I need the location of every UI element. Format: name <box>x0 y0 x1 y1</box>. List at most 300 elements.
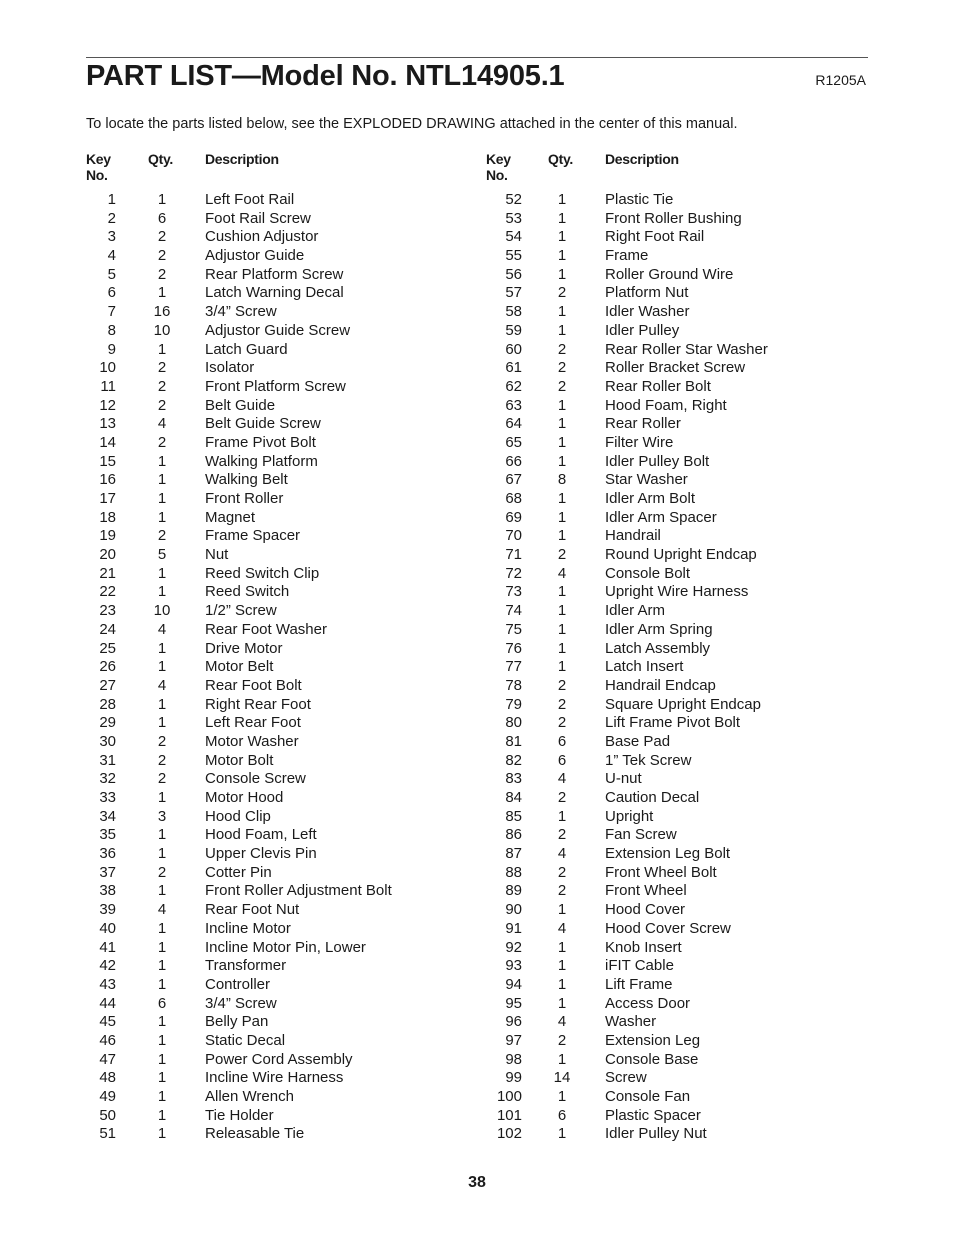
part-qty: 1 <box>157 845 167 863</box>
part-key-no: 41 <box>99 938 116 956</box>
part-key-no: 67 <box>505 471 522 489</box>
part-key-no: 51 <box>99 1125 116 1143</box>
part-description: Rear Roller Bolt <box>605 377 711 395</box>
part-description: Drive Motor <box>205 639 283 657</box>
part-description: Releasable Tie <box>205 1125 305 1143</box>
part-key-no: 47 <box>99 1050 116 1068</box>
part-description: Reed Switch Clip <box>205 564 320 582</box>
part-key-no: 36 <box>99 845 116 863</box>
part-description: Lift Frame <box>605 975 673 993</box>
part-key-no: 39 <box>99 901 116 919</box>
part-qty: 2 <box>557 1031 567 1049</box>
part-qty: 1 <box>557 433 567 451</box>
part-qty: 2 <box>157 265 167 283</box>
part-description: Console Base <box>605 1050 699 1068</box>
part-description: Handrail <box>605 527 661 545</box>
key-no-header: Key No. <box>86 151 111 183</box>
part-qty: 1 <box>157 938 167 956</box>
part-description: Foot Rail Screw <box>205 209 311 227</box>
part-description: U-nut <box>605 770 642 788</box>
part-qty: 1 <box>157 1013 167 1031</box>
part-description: Idler Pulley Nut <box>605 1125 707 1143</box>
part-key-no: 32 <box>99 770 116 788</box>
part-qty: 6 <box>557 1106 567 1124</box>
part-key-no: 80 <box>505 714 522 732</box>
part-key-no: 94 <box>505 975 522 993</box>
part-qty: 1 <box>557 247 567 265</box>
part-qty: 1 <box>157 919 167 937</box>
part-key-no: 21 <box>99 564 116 582</box>
part-description: Tie Holder <box>205 1106 274 1124</box>
part-key-no: 99 <box>505 1069 522 1087</box>
part-description: Latch Insert <box>605 658 684 676</box>
part-qty: 1 <box>157 1125 167 1143</box>
part-qty: 2 <box>557 284 567 302</box>
part-description: Motor Hood <box>205 789 284 806</box>
part-key-no: 23 <box>99 602 116 620</box>
part-qty: 1 <box>557 1050 567 1068</box>
part-key-no: 75 <box>505 620 522 638</box>
part-description: Star Washer <box>605 471 688 489</box>
part-qty: 1 <box>157 975 167 993</box>
part-key-no: 69 <box>505 508 522 526</box>
part-qty: 3 <box>157 807 167 825</box>
part-description: Idler Washer <box>605 303 690 321</box>
part-key-no: 95 <box>505 994 522 1012</box>
part-qty: 1 <box>557 1088 567 1105</box>
part-key-no: 89 <box>505 882 522 900</box>
part-description: Idler Pulley Bolt <box>605 452 710 470</box>
part-description: Idler Arm Spring <box>605 620 713 638</box>
part-key-no: 93 <box>505 957 522 975</box>
part-qty: 1 <box>157 340 167 358</box>
part-key-no: 45 <box>99 1013 116 1031</box>
part-description: Rear Foot Nut <box>205 901 300 919</box>
part-key-no: 71 <box>505 546 522 564</box>
part-description: Fan Screw <box>605 826 677 844</box>
part-qty: 1 <box>557 303 567 321</box>
part-qty: 1 <box>157 789 167 806</box>
part-qty: 4 <box>557 919 567 937</box>
part-description: Magnet <box>205 508 256 526</box>
part-key-no: 52 <box>505 191 522 208</box>
part-qty: 1 <box>157 639 167 657</box>
part-key-no: 20 <box>99 546 116 564</box>
part-qty: 1 <box>557 975 567 993</box>
part-key-no: 100 <box>496 1088 522 1105</box>
part-description: Idler Pulley <box>605 321 680 339</box>
part-qty: 2 <box>557 789 567 806</box>
part-key-no: 54 <box>505 228 522 246</box>
part-description: Left Rear Foot <box>205 714 301 732</box>
part-description: Access Door <box>605 994 691 1012</box>
part-key-no: 55 <box>505 247 522 265</box>
part-description: Hood Cover Screw <box>605 919 731 937</box>
part-description: Front Platform Screw <box>205 377 346 395</box>
part-key-no: 88 <box>505 863 522 881</box>
part-description: Screw <box>605 1069 647 1087</box>
part-qty: 1 <box>557 639 567 657</box>
part-description: Walking Belt <box>205 471 288 489</box>
part-key-no: 97 <box>505 1031 522 1049</box>
qty-header: Qty. <box>148 151 173 167</box>
part-key-no: 7 <box>107 303 116 321</box>
part-key-no: 74 <box>505 602 522 620</box>
part-qty: 1 <box>157 658 167 676</box>
part-description: Cushion Adjustor <box>205 228 319 246</box>
part-description: 1” Tek Screw <box>605 751 692 769</box>
part-qty: 1 <box>157 1050 167 1068</box>
part-key-no: 17 <box>99 490 116 507</box>
part-qty: 1 <box>557 490 567 507</box>
part-qty: 1 <box>557 994 567 1012</box>
part-key-no: 79 <box>505 695 522 713</box>
part-description: Knob Insert <box>605 938 682 956</box>
part-key-no: 56 <box>505 265 522 283</box>
part-qty: 2 <box>557 863 567 881</box>
part-qty: 2 <box>557 676 567 694</box>
part-qty: 4 <box>157 620 167 638</box>
part-qty: 1 <box>557 938 567 956</box>
part-key-no: 76 <box>505 639 522 657</box>
part-qty: 16 <box>153 303 171 321</box>
part-key-no: 92 <box>505 938 522 956</box>
part-qty: 2 <box>157 770 167 788</box>
part-qty: 2 <box>557 882 567 900</box>
part-qty: 2 <box>157 359 167 377</box>
part-description: Transformer <box>205 957 287 975</box>
part-qty: 2 <box>557 546 567 564</box>
part-key-no: 85 <box>505 807 522 825</box>
part-key-no: 50 <box>99 1106 116 1124</box>
part-key-no: 87 <box>505 845 522 863</box>
part-qty: 1 <box>557 901 567 919</box>
part-qty: 1 <box>557 191 567 208</box>
part-description: Platform Nut <box>605 284 689 302</box>
part-qty: 10 <box>153 602 171 620</box>
part-qty: 2 <box>157 433 167 451</box>
part-qty: 2 <box>557 340 567 358</box>
part-qty: 2 <box>157 247 167 265</box>
part-key-no: 27 <box>99 676 116 694</box>
part-description: iFIT Cable <box>605 957 674 975</box>
part-qty: 8 <box>557 471 567 489</box>
part-qty: 1 <box>157 508 167 526</box>
part-description: Console Fan <box>605 1088 691 1105</box>
part-key-no: 78 <box>505 676 522 694</box>
part-qty: 10 <box>153 321 171 339</box>
part-qty: 1 <box>557 415 567 433</box>
part-key-no: 44 <box>99 994 116 1012</box>
part-key-no: 68 <box>505 490 522 507</box>
part-qty: 1 <box>157 1031 167 1049</box>
part-description: Base Pad <box>605 732 671 750</box>
part-qty: 1 <box>557 527 567 545</box>
part-key-no: 61 <box>505 359 522 377</box>
part-qty: 4 <box>557 1013 567 1031</box>
part-key-no: 46 <box>99 1031 116 1049</box>
part-qty: 1 <box>157 826 167 844</box>
part-description: Front Roller Bushing <box>605 209 742 227</box>
part-description: Left Foot Rail <box>205 191 295 208</box>
part-description: Adjustor Guide Screw <box>205 321 351 339</box>
part-qty: 1 <box>557 321 567 339</box>
part-qty: 1 <box>157 284 167 302</box>
part-description: Plastic Spacer <box>605 1106 701 1124</box>
part-key-no: 29 <box>99 714 116 732</box>
part-qty: 2 <box>557 359 567 377</box>
part-key-no: 12 <box>99 396 116 414</box>
part-qty: 2 <box>157 396 167 414</box>
part-description: Extension Leg <box>605 1031 701 1049</box>
part-description: Belt Guide <box>205 396 276 414</box>
part-key-no: 53 <box>505 209 522 227</box>
part-description: Upright <box>605 807 654 825</box>
part-qty: 6 <box>157 209 167 227</box>
part-description: 1/2” Screw <box>205 602 277 620</box>
part-key-no: 19 <box>99 527 116 545</box>
part-key-no: 91 <box>505 919 522 937</box>
part-key-no: 22 <box>99 583 116 601</box>
part-qty: 4 <box>157 901 167 919</box>
part-description: Power Cord Assembly <box>205 1050 353 1068</box>
part-qty: 1 <box>557 807 567 825</box>
part-description: Console Bolt <box>605 564 691 582</box>
part-description: Front Roller Adjustment Bolt <box>205 882 392 900</box>
part-description: Hood Foam, Left <box>205 826 317 844</box>
part-key-no: 102 <box>496 1125 522 1143</box>
part-qty: 1 <box>557 658 567 676</box>
part-key-no: 63 <box>505 396 522 414</box>
part-description: Filter Wire <box>605 433 674 451</box>
part-description: Nut <box>205 546 229 564</box>
part-description: Adjustor Guide <box>205 247 305 265</box>
part-qty: 1 <box>557 620 567 638</box>
part-qty: 1 <box>557 508 567 526</box>
part-qty: 6 <box>557 751 567 769</box>
page-number: 38 <box>468 1174 486 1191</box>
part-qty: 4 <box>557 770 567 788</box>
part-description: Belly Pan <box>205 1013 269 1031</box>
part-description: Plastic Tie <box>605 191 674 208</box>
part-qty: 1 <box>557 583 567 601</box>
part-key-no: 90 <box>505 901 522 919</box>
part-description: Incline Wire Harness <box>205 1069 344 1087</box>
part-description: Walking Platform <box>205 452 318 470</box>
part-description: Frame Spacer <box>205 527 301 545</box>
part-qty: 2 <box>157 377 167 395</box>
part-key-no: 62 <box>505 377 522 395</box>
part-description: Idler Arm <box>605 602 666 620</box>
part-qty: 1 <box>157 583 167 601</box>
part-description: Latch Assembly <box>605 639 711 657</box>
part-qty: 1 <box>157 882 167 900</box>
part-description: 3/4” Screw <box>205 303 277 321</box>
part-key-no: 2 <box>107 209 116 227</box>
part-description: Reed Switch <box>205 583 290 601</box>
part-key-no: 66 <box>505 452 522 470</box>
part-qty: 6 <box>157 994 167 1012</box>
part-key-no: 58 <box>505 303 522 321</box>
part-key-no: 13 <box>99 415 116 433</box>
part-description: Rear Foot Bolt <box>205 676 302 694</box>
part-key-no: 6 <box>107 284 116 302</box>
part-key-no: 24 <box>99 620 116 638</box>
part-qty: 1 <box>157 714 167 732</box>
part-qty: 4 <box>157 676 167 694</box>
part-description: Roller Ground Wire <box>605 265 734 283</box>
part-key-no: 65 <box>505 433 522 451</box>
part-description: Isolator <box>205 359 255 377</box>
part-qty: 2 <box>157 228 167 246</box>
part-key-no: 18 <box>99 508 116 526</box>
page-title: PART LIST—Model No. NTL14905.1 <box>86 60 565 92</box>
part-qty: 1 <box>557 228 567 246</box>
part-description: Motor Bolt <box>205 751 274 769</box>
part-qty: 1 <box>157 490 167 507</box>
part-key-no: 64 <box>505 415 522 433</box>
part-description: Rear Platform Screw <box>205 265 344 283</box>
part-key-no: 42 <box>99 957 116 975</box>
part-qty: 1 <box>557 396 567 414</box>
part-key-no: 38 <box>99 882 116 900</box>
part-description: Frame Pivot Bolt <box>205 433 316 451</box>
part-qty: 1 <box>157 1106 167 1124</box>
part-description: Allen Wrench <box>205 1088 294 1105</box>
part-qty: 2 <box>557 695 567 713</box>
part-qty: 4 <box>557 564 567 582</box>
part-description: Incline Motor Pin, Lower <box>205 938 366 956</box>
part-description: Motor Belt <box>205 658 274 676</box>
part-key-no: 84 <box>505 789 522 806</box>
part-description: Handrail Endcap <box>605 676 716 694</box>
key-no-header: Key No. <box>486 151 511 183</box>
part-description: Front Wheel <box>605 882 687 900</box>
part-qty: 2 <box>557 377 567 395</box>
part-key-no: 9 <box>107 340 116 358</box>
part-key-no: 33 <box>99 789 116 806</box>
part-key-no: 96 <box>505 1013 522 1031</box>
part-key-no: 81 <box>505 732 522 750</box>
part-qty: 1 <box>157 191 167 208</box>
part-key-no: 5 <box>107 265 116 283</box>
part-description: Rear Roller Star Washer <box>605 340 768 358</box>
part-key-no: 1 <box>107 191 116 208</box>
part-description: Console Screw <box>205 770 306 788</box>
part-qty: 1 <box>557 957 567 975</box>
part-qty: 1 <box>557 1125 567 1143</box>
part-description: Latch Warning Decal <box>205 284 344 302</box>
part-key-no: 25 <box>99 639 116 657</box>
part-description: Hood Clip <box>205 807 271 825</box>
part-key-no: 48 <box>99 1069 116 1087</box>
part-qty: 1 <box>157 471 167 489</box>
part-key-no: 86 <box>505 826 522 844</box>
part-key-no: 35 <box>99 826 116 844</box>
part-qty: 1 <box>157 1069 167 1087</box>
part-description: Upper Clevis Pin <box>205 845 317 863</box>
part-key-no: 10 <box>99 359 116 377</box>
part-key-no: 14 <box>99 433 116 451</box>
part-qty: 4 <box>557 845 567 863</box>
part-description: Lift Frame Pivot Bolt <box>605 714 741 732</box>
part-qty: 1 <box>157 452 167 470</box>
part-description: Front Wheel Bolt <box>605 863 717 881</box>
part-qty: 2 <box>157 863 167 881</box>
part-key-no: 3 <box>107 228 116 246</box>
part-key-no: 37 <box>99 863 116 881</box>
part-key-no: 8 <box>107 321 116 339</box>
description-header: Description <box>605 151 679 167</box>
part-key-no: 98 <box>505 1050 522 1068</box>
part-key-no: 31 <box>99 751 116 769</box>
part-qty: 14 <box>553 1069 571 1087</box>
part-qty: 2 <box>157 527 167 545</box>
part-qty: 1 <box>557 452 567 470</box>
revision-code: R1205A <box>815 72 866 88</box>
part-description: Front Roller <box>205 490 284 507</box>
part-description: Static Decal <box>205 1031 286 1049</box>
part-description: Rear Foot Washer <box>205 620 327 638</box>
part-key-no: 70 <box>505 527 522 545</box>
part-description: Caution Decal <box>605 789 700 806</box>
part-qty: 4 <box>157 415 167 433</box>
part-qty: 2 <box>557 826 567 844</box>
part-description: Square Upright Endcap <box>605 695 761 713</box>
part-key-no: 26 <box>99 658 116 676</box>
part-description: Roller Bracket Screw <box>605 359 746 377</box>
part-key-no: 83 <box>505 770 522 788</box>
part-description: Extension Leg Bolt <box>605 845 731 863</box>
part-qty: 2 <box>157 732 167 750</box>
part-qty: 1 <box>157 564 167 582</box>
part-description: Right Rear Foot <box>205 695 311 713</box>
part-qty: 6 <box>557 732 567 750</box>
part-qty: 2 <box>157 751 167 769</box>
part-qty: 2 <box>557 714 567 732</box>
part-description: Frame <box>605 247 649 265</box>
part-key-no: 72 <box>505 564 522 582</box>
part-key-no: 43 <box>99 975 116 993</box>
part-key-no: 82 <box>505 751 522 769</box>
part-key-no: 49 <box>99 1088 116 1105</box>
part-description: 3/4” Screw <box>205 994 277 1012</box>
part-key-no: 11 <box>100 377 116 395</box>
part-key-no: 77 <box>505 658 522 676</box>
part-key-no: 30 <box>99 732 116 750</box>
part-description: Hood Cover <box>605 901 686 919</box>
part-description: Washer <box>605 1013 657 1031</box>
part-key-no: 101 <box>496 1106 522 1124</box>
part-description: Idler Arm Bolt <box>605 490 696 507</box>
part-key-no: 59 <box>505 321 522 339</box>
part-qty: 1 <box>557 265 567 283</box>
part-description: Latch Guard <box>205 340 288 358</box>
qty-header: Qty. <box>548 151 573 167</box>
part-description: Incline Motor <box>205 919 291 937</box>
part-qty: 1 <box>157 957 167 975</box>
part-description: Upright Wire Harness <box>605 583 749 601</box>
description-header: Description <box>205 151 279 167</box>
part-qty: 1 <box>557 209 567 227</box>
part-description: Motor Washer <box>205 732 299 750</box>
part-key-no: 28 <box>99 695 116 713</box>
part-key-no: 57 <box>505 284 522 302</box>
part-key-no: 60 <box>505 340 522 358</box>
part-key-no: 16 <box>99 471 116 489</box>
part-key-no: 73 <box>505 583 522 601</box>
part-description: Round Upright Endcap <box>605 546 757 564</box>
